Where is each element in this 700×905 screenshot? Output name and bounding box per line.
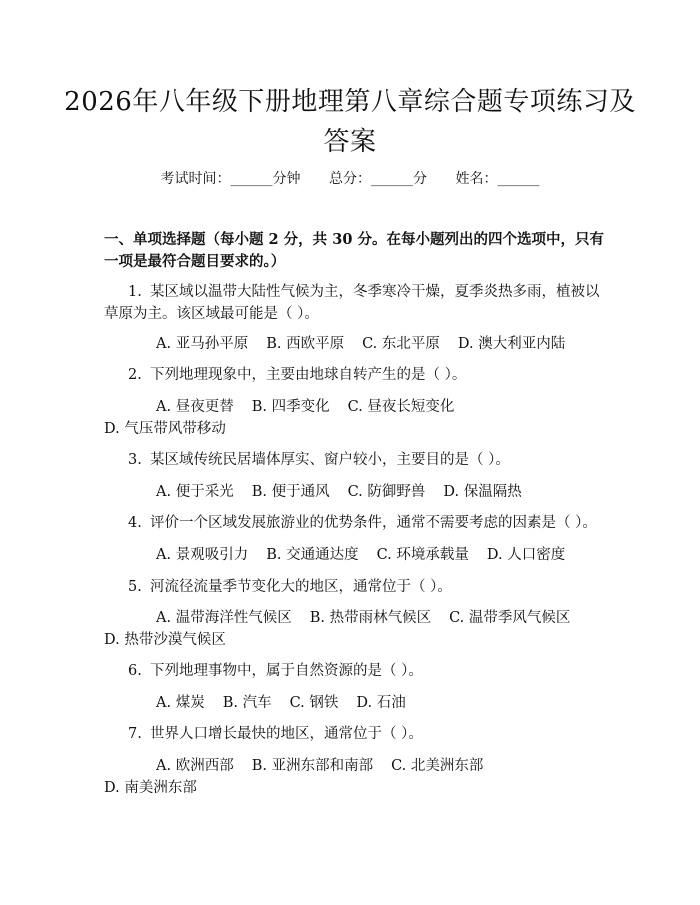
question-number: 5. <box>128 579 142 595</box>
options-1 <box>104 333 604 355</box>
option-b: B. 交通通达度 <box>266 547 359 563</box>
exam-meta <box>0 168 700 188</box>
option-a: A. 欧洲西部 <box>156 758 234 774</box>
option-c: C. 昼夜长短变化 <box>347 399 455 415</box>
option-a: A. 煤炭 <box>156 695 205 711</box>
options-5 <box>104 607 604 651</box>
option-b: B. 亚洲东部和南部 <box>251 758 374 774</box>
section-heading: 一、单项选择题（每小题 2 分，共 30 分。在每小题列出的四个选项中，只有一项是最符合题目要求的。） <box>104 231 604 270</box>
option-d: D. 南美洲东部 <box>104 780 197 796</box>
option-d: D. 石油 <box>356 695 406 711</box>
option-a: A. 景观吸引力 <box>156 547 249 563</box>
option-d: D. 热带沙漠气候区 <box>104 632 226 648</box>
option-b: B. 西欧平原 <box>266 336 345 352</box>
question-3 <box>104 449 604 471</box>
total-score-label: 总分：______分 <box>329 171 427 187</box>
question-1 <box>104 281 604 325</box>
options-4 <box>104 544 604 566</box>
option-d: D. 气压带风带移动 <box>104 421 226 437</box>
option-c: C. 钢铁 <box>289 695 339 711</box>
question-number: 6. <box>128 663 142 679</box>
question-number: 3. <box>128 452 142 468</box>
question-number: 2. <box>128 367 142 383</box>
question-number: 4. <box>128 515 142 531</box>
option-d: D. 人口密度 <box>486 547 566 563</box>
question-number: 7. <box>128 726 142 742</box>
option-a: A. 亚马孙平原 <box>156 336 249 352</box>
exam-time-label: 考试时间：______分钟 <box>160 171 301 187</box>
question-text: 河流径流量季节变化大的地区，通常位于（ ）。 <box>150 579 452 595</box>
options-6 <box>104 692 604 714</box>
question-text: 下列地理现象中，主要由地球自转产生的是（ ）。 <box>150 367 467 383</box>
option-b: B. 四季变化 <box>251 399 330 415</box>
option-b: B. 汽车 <box>222 695 272 711</box>
question-text: 某区域传统民居墙体厚实、窗户较小，主要目的是（ ）。 <box>150 452 510 468</box>
question-number: 1. <box>128 284 142 300</box>
option-a: A. 温带海洋性气候区 <box>156 610 292 626</box>
option-c: C. 防御野兽 <box>347 484 426 500</box>
option-a: A. 便于采光 <box>156 484 234 500</box>
options-2 <box>104 396 604 440</box>
option-d: D. 保温隔热 <box>443 484 522 500</box>
student-name-label: 姓名：______ <box>455 171 540 187</box>
option-b: B. 热带雨林气候区 <box>309 610 432 626</box>
options-7 <box>104 755 604 799</box>
question-7 <box>104 723 604 745</box>
option-c: C. 环境承载量 <box>376 547 469 563</box>
option-d: D. 澳大利亚内陆 <box>457 336 566 352</box>
option-a: A. 昼夜更替 <box>156 399 234 415</box>
option-c: C. 北美洲东部 <box>391 758 484 774</box>
option-c: C. 东北平原 <box>362 336 440 352</box>
question-5 <box>104 576 604 598</box>
question-text: 世界人口增长最快的地区，通常位于（ ）。 <box>150 726 423 742</box>
question-text: 评价一个区域发展旅游业的优势条件，通常不需要考虑的因素是（ ）。 <box>150 515 597 531</box>
option-b: B. 便于通风 <box>251 484 330 500</box>
question-2 <box>104 364 604 386</box>
question-6 <box>104 660 604 682</box>
question-text: 下列地理事物中，属于自然资源的是（ ）。 <box>150 663 423 679</box>
question-text: 某区域以温带大陆性气候为主，冬季寒冷干燥，夏季炎热多雨，植被以草原为主。该区域最可能是（ ）。 <box>104 284 600 322</box>
option-c: C. 温带季风气候区 <box>449 610 571 626</box>
question-4 <box>104 512 604 534</box>
options-3 <box>104 481 604 503</box>
document-title: 2026年八年级下册地理第八章综合题专项练习及答案 <box>64 87 636 157</box>
